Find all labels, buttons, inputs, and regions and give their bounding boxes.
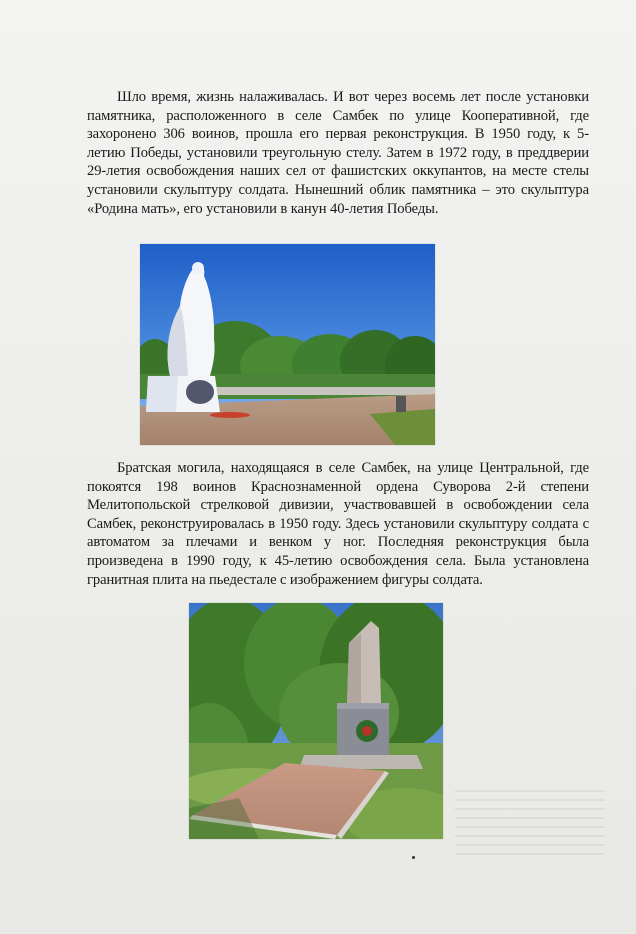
paragraph-memorial-kooperativnaya: Шло время, жизнь налаживалась. И вот через восемь лет после установки памятника, расположенного в селе Самбек по улице Кооперативной, где захоронено 306 воинов, прошла его первая реконструкция. В 1950 году, к 5-летию Победы, установили треугольную стелу. Затем в 1972 году, в преддверии 29-летия освобождения наших сел от фашистских оккупантов, на месте стелы установили скульптуру солдата. Нынешний облик памятника – это скульптура «Родина мать», его установили в канун 40-летия Победы. [87,89,589,217]
scan-bleed-through [455,790,605,860]
paragraph-mass-grave-centralnaya: Братская могила, находящаяся в селе Самбек, на улице Центральной, где покоятся 198 воинов Краснознаменной ордена Суворова 2-й степени Мелитопольской стрелковой дивизии, участвовавшей в освобождении села Самбек, реконструировалась в 1950 году. Здесь установили скульптуру солдата с автоматом за плечами и венком у ног. Последняя реконструкция была произведена в 1990 году, к 45-летию освобождения села. Была установлена гранитная плита на пьедестале с изображением фигуры солдата. [87,460,589,588]
scan-speck [412,856,415,859]
photo-soldier-stele-monument [189,603,443,839]
photo-rodina-mat-monument [140,244,435,445]
